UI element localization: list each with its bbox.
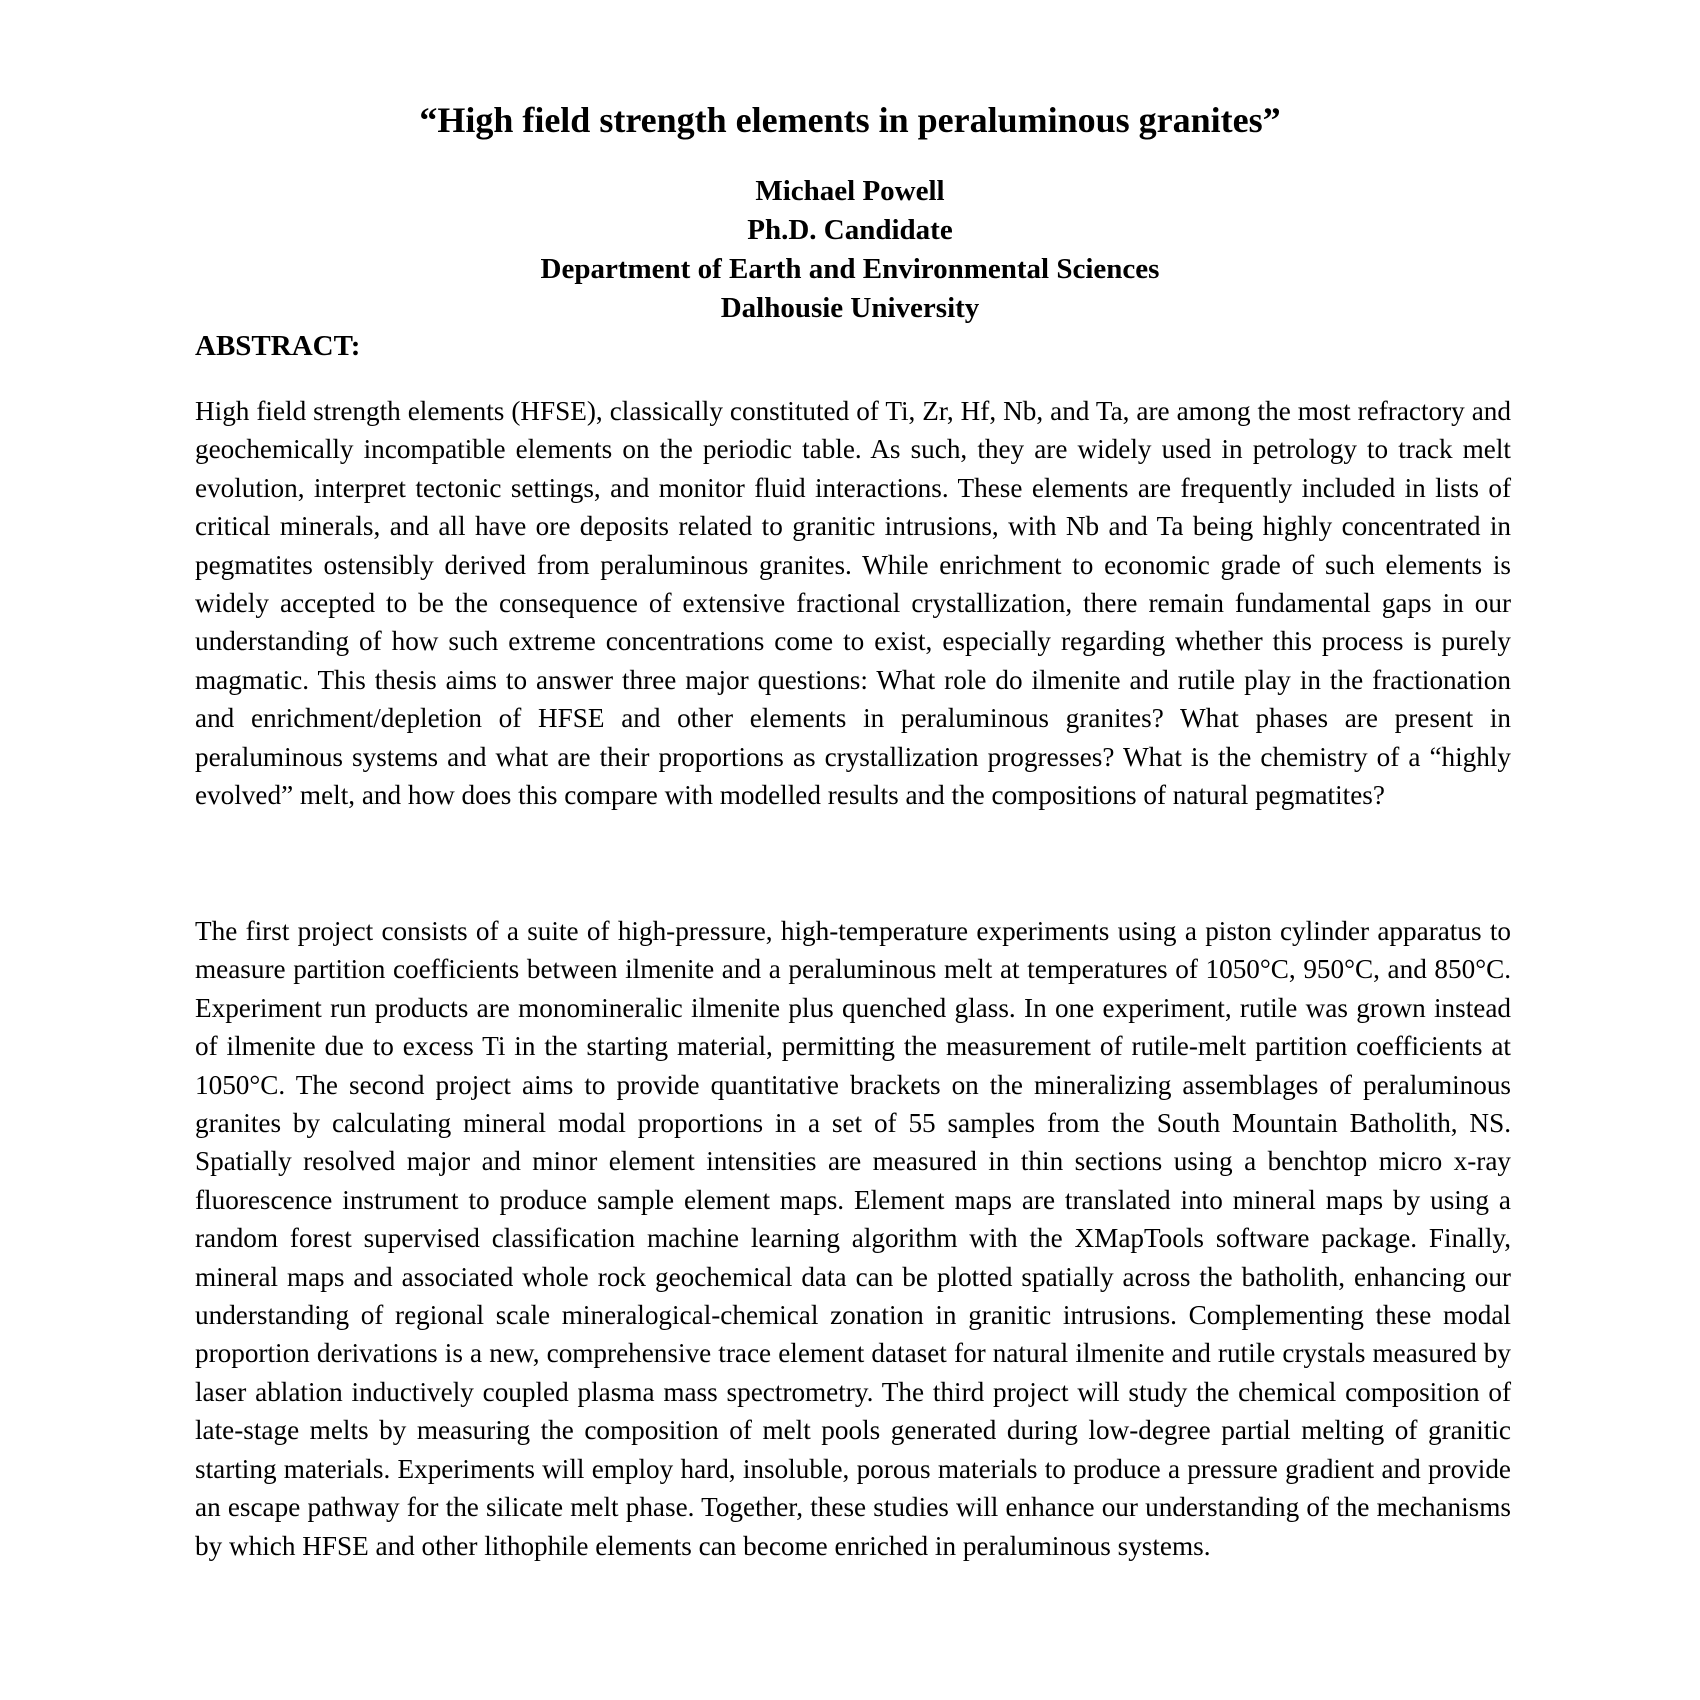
abstract-paragraph-1: High field strength elements (HFSE), classically constituted of Ti, Zr, Hf, Nb, and Ta, are among the most refractory and geochemically incompatible elements on the periodic table. As such, they are widely used in petrology to track melt evolution, interpret tectonic settings, and monitor fluid interactions. These elements are frequently included in lists of critical minerals, and all have ore deposits related to granitic intrusions, with Nb and Ta being highly concentrated in pegmatites ostensibly derived from peraluminous granites. While enrichment to economic grade of such elements is widely accepted to be the consequence of extensive fractional crystallization, there remain fundamental gaps in our understanding of how such extreme concentrations come to exist, especially regarding whether this process is purely magmatic. This thesis aims to answer three major questions: What role do ilmenite and rutile play in the fractionation and enrichment/depletion of HFSE and other elements in peraluminous granites? What phases are present in peraluminous systems and what are their proportions as crystallization progresses? What is the chemistry of a “highly evolved” melt, and how does this compare with modelled results and the compositions of natural pegmatites? xyxy=(195,396,1511,811)
author-institution: Dalhousie University xyxy=(720,292,980,324)
author-position: Ph.D. Candidate xyxy=(747,214,953,246)
document-title: “High field strength elements in peraluminous granites” xyxy=(419,100,1281,140)
author-department: Department of Earth and Environmental Sciences xyxy=(540,253,1160,285)
author-name: Michael Powell xyxy=(755,175,945,207)
abstract-paragraph-2: The first project consists of a suite of high-pressure, high-temperature experiments using a piston cylinder apparatus to measure partition coefficients between ilmenite and a peraluminous melt at temperatures of 1050°C, 950°C, and 850°C. Experiment run products are monomineralic ilmenite plus quenched glass. In one experiment, rutile was grown instead of ilmenite due to excess Ti in the starting material, permitting the measurement of rutile-melt partition coefficients at 1050°C. The second project aims to provide quantitative brackets on the mineralizing assemblages of peraluminous granites by calculating mineral modal proportions in a set of 55 samples from the South Mountain Batholith, NS. Spatially resolved major and minor element intensities are measured in thin sections using a benchtop micro x-ray fluorescence instrument to produce sample element maps. Element maps are translated into mineral maps by using a random forest supervised classification machine learning algorithm with the XMapTools software package. Finally, mineral maps and associated whole rock geochemical data can be plotted spatially across the batholith, enhancing our understanding of regional scale mineralogical-chemical zonation in granitic intrusions. Complementing these modal proportion derivations is a new, comprehensive trace element dataset for natural ilmenite and rutile crystals measured by laser ablation inductively coupled plasma mass spectrometry. The third project will study the chemical composition of late-stage melts by measuring the composition of melt pools generated during low-degree partial melting of granitic starting materials. Experiments will employ hard, insoluble, porous materials to produce a pressure gradient and provide an escape pathway for the silicate melt phase. Together, these studies will enhance our understanding of the mechanisms by which HFSE and other lithophile elements can become enriched in peraluminous systems. xyxy=(195,916,1511,1561)
author-block xyxy=(0,172,1700,328)
abstract-heading: ABSTRACT: xyxy=(195,330,361,362)
